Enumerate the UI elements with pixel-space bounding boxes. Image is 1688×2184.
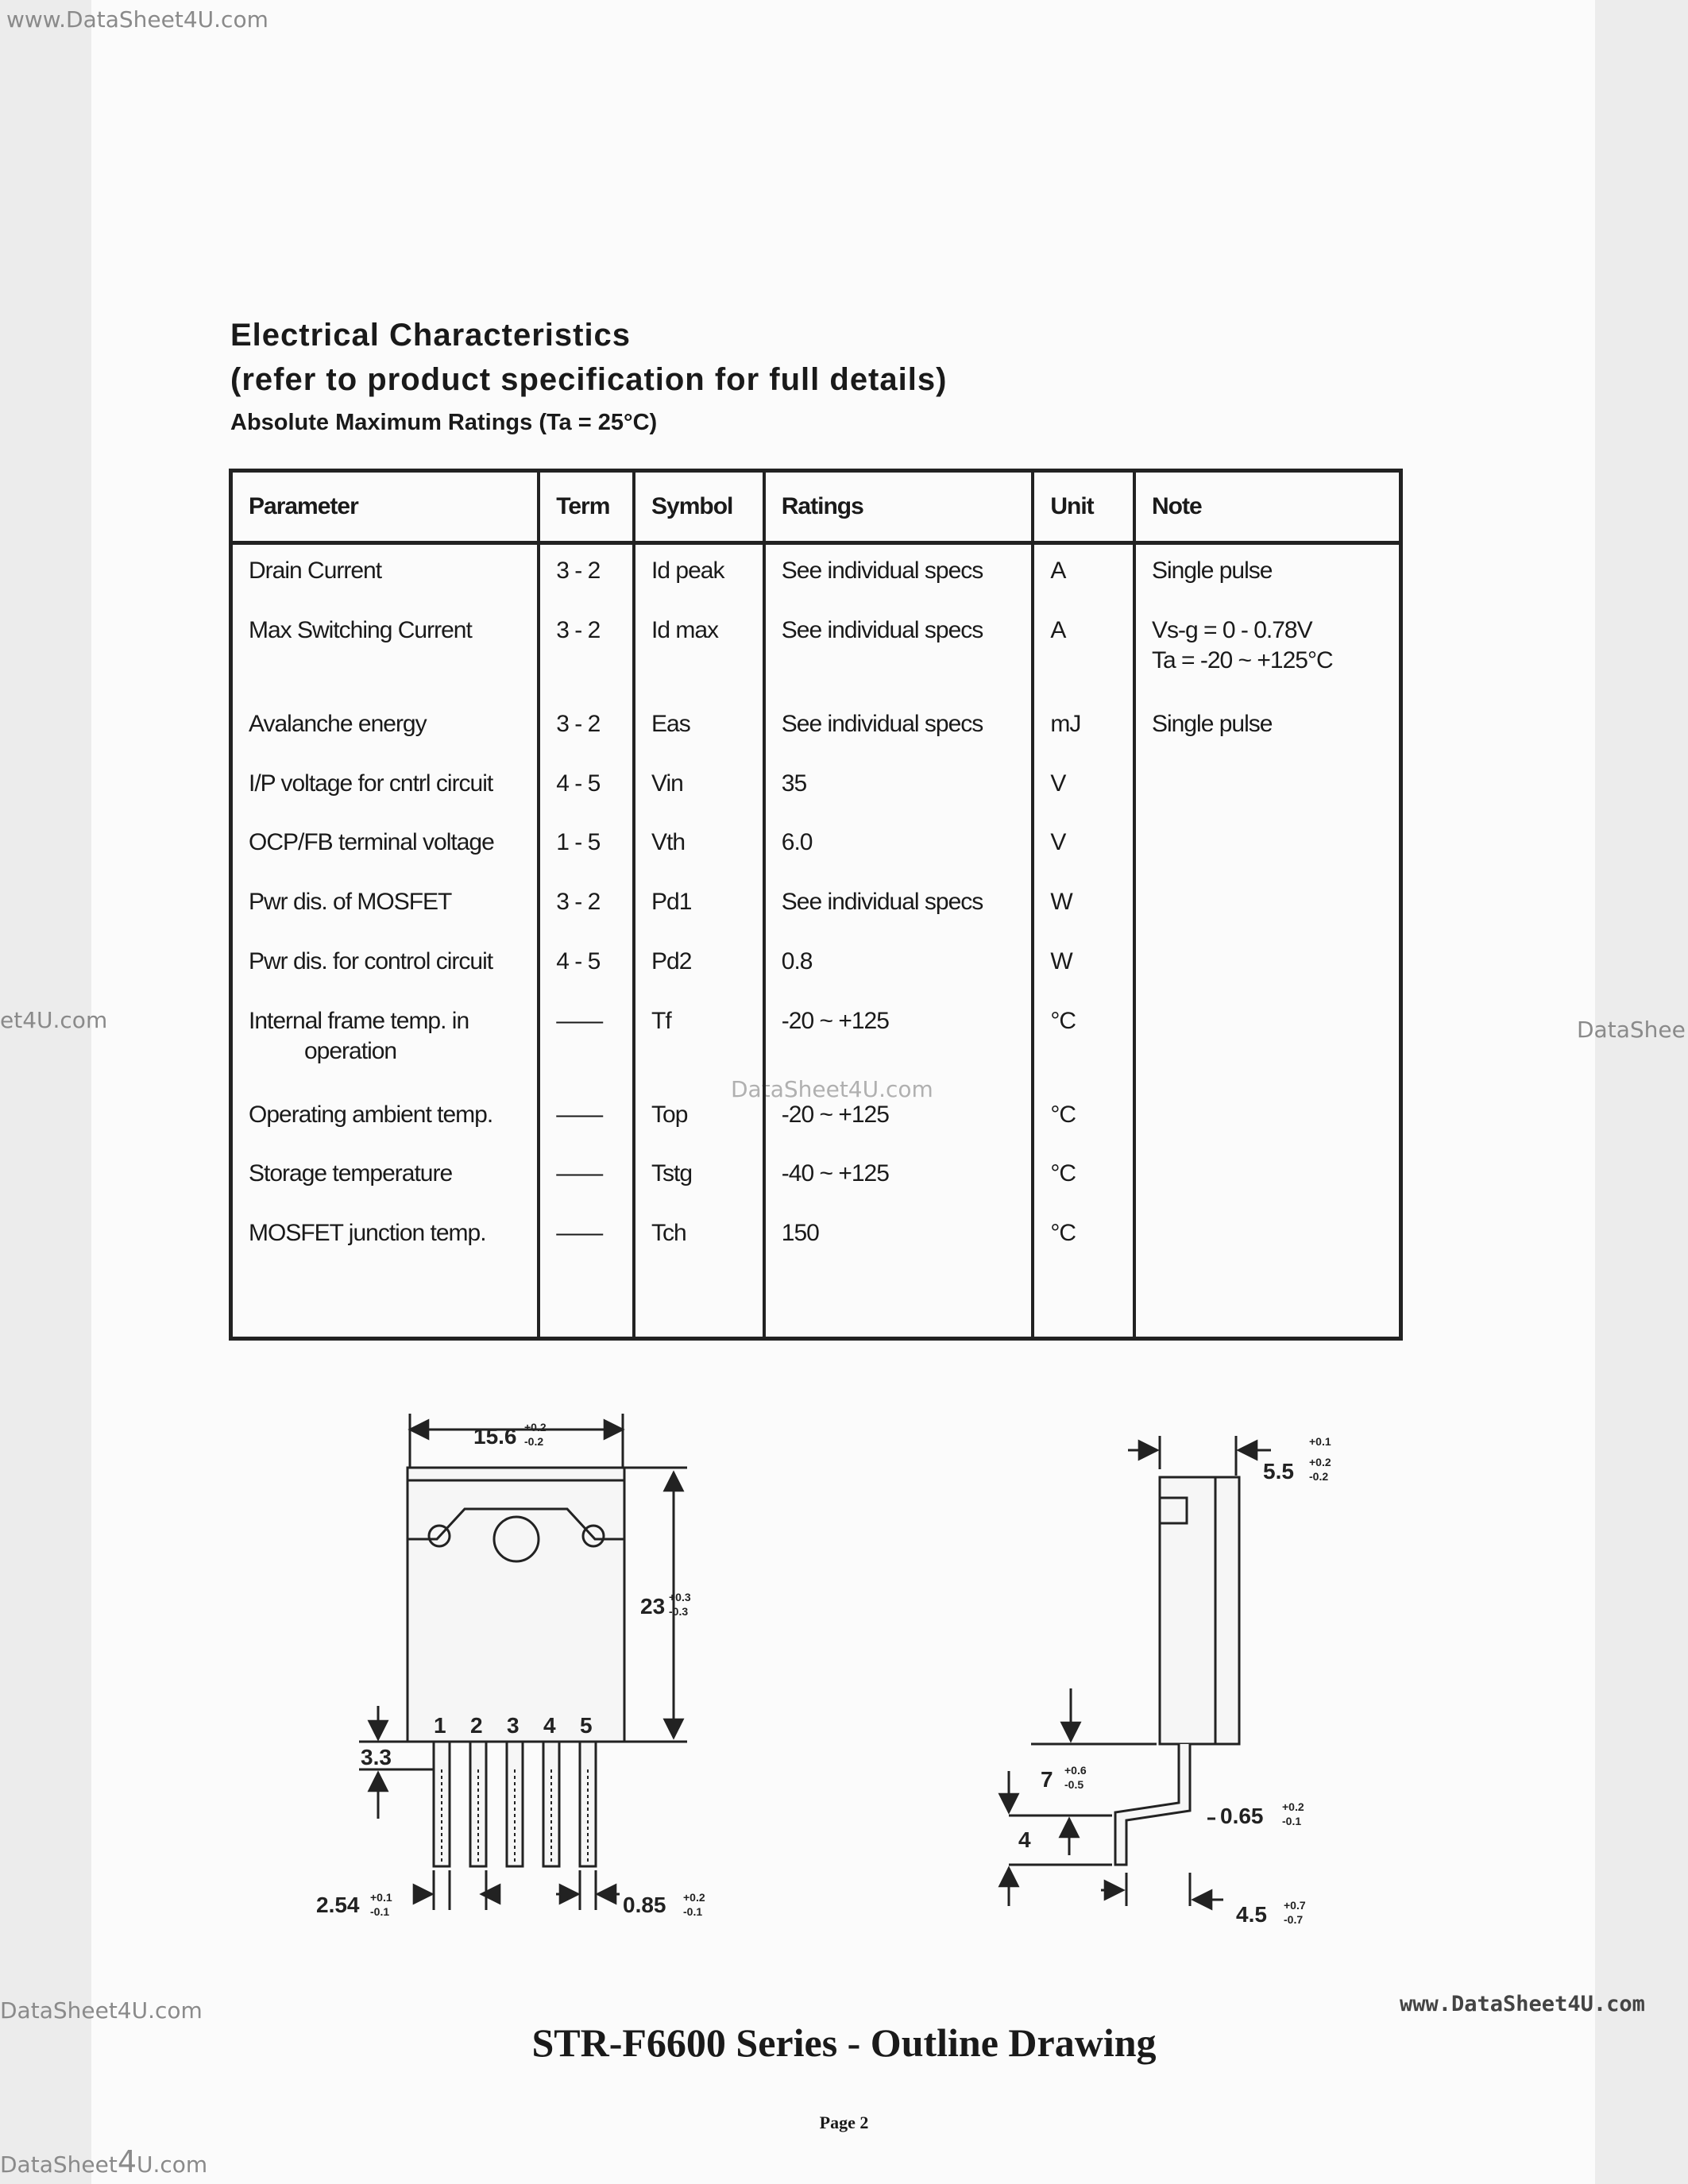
parameter-text: OCP/FB terminal voltage: [249, 829, 494, 856]
cell-unit: V: [1033, 816, 1134, 876]
front-view: [359, 1414, 687, 1910]
pin-label-1: 1: [434, 1713, 446, 1738]
pin-label-3: 3: [507, 1713, 520, 1738]
pin-leads: [434, 1742, 596, 1866]
watermark-left-mid: et4U.com: [0, 1007, 108, 1033]
cell-unit: W: [1033, 876, 1134, 936]
cell-ratings: 0.8: [764, 936, 1033, 995]
cell-symbol: Vin: [634, 758, 764, 817]
bend-dim: 7: [1041, 1767, 1053, 1792]
cell-term: 3 - 2: [539, 698, 634, 758]
column-header-symbol: Symbol: [634, 471, 764, 543]
cell-unit: W: [1033, 936, 1134, 995]
pitch-dim: 2.54: [316, 1893, 360, 1917]
cell-symbol: Top: [634, 1089, 764, 1148]
cell-term: 3 - 2: [539, 604, 634, 698]
note-text: Single pulse: [1151, 558, 1273, 584]
watermark-top-left: www.DataSheet4U.com: [6, 6, 268, 33]
note-text: Single pulse: [1151, 710, 1273, 737]
bend-tol-minus: -0.5: [1064, 1778, 1084, 1791]
thickness-tol-minus: -0.2: [1309, 1470, 1329, 1483]
cell-term: ——: [539, 995, 634, 1089]
watermark-bottom-big: 4: [117, 2144, 137, 2179]
cell-ratings: 150: [764, 1207, 1033, 1267]
parameter-text: Operating ambient temp.: [249, 1101, 493, 1128]
cell-unit: °C: [1033, 995, 1134, 1089]
pitch-tol-minus: -0.1: [370, 1905, 390, 1918]
cell-unit: A: [1033, 604, 1134, 698]
cell-symbol: Tstg: [634, 1148, 764, 1207]
parameter-text: Storage temperature: [249, 1160, 453, 1187]
column-header-unit: Unit: [1033, 471, 1134, 543]
section-title-note: (refer to product specification for full details): [230, 362, 948, 397]
lead-thk-tol-plus: +0.2: [1282, 1800, 1304, 1813]
parameter-text: Pwr dis. for control circuit: [249, 948, 493, 974]
cell-symbol: Id max: [634, 604, 764, 698]
thickness-dim: 5.5: [1263, 1459, 1294, 1484]
thickness-tol-plus: +0.2: [1309, 1456, 1331, 1468]
height-tol-plus: +0.3: [669, 1591, 691, 1603]
pin-label-4: 4: [543, 1713, 556, 1738]
cell-term: 3 - 2: [539, 543, 634, 605]
cell-symbol: Eas: [634, 698, 764, 758]
pitch2-tol-minus: -0.7: [1284, 1913, 1304, 1926]
width-tol-minus: -0.2: [524, 1435, 544, 1448]
lead-width-dim: 0.85: [623, 1893, 666, 1917]
cell-term: ——: [539, 1089, 634, 1148]
parameter-text-cont: operation: [304, 1037, 397, 1064]
column-header-parameter: Parameter: [231, 471, 539, 543]
cell-ratings: See individual specs: [764, 698, 1033, 758]
top-mark: +0.1: [1309, 1435, 1331, 1448]
pitch2-tol-plus: +0.7: [1284, 1899, 1306, 1912]
side-view: [1009, 1436, 1271, 1906]
parameter-text: I/P voltage for cntrl circuit: [249, 770, 493, 797]
cell-unit: °C: [1033, 1207, 1134, 1267]
watermark-right-mid: DataShee: [1577, 1017, 1686, 1043]
lead-thk-dim: 0.65: [1220, 1804, 1264, 1828]
pitch2-dim: 4.5: [1236, 1902, 1267, 1927]
cell-term: ——: [539, 1207, 634, 1267]
cell-ratings: See individual specs: [764, 876, 1033, 936]
parameter-text: Pwr dis. of MOSFET: [249, 889, 452, 916]
cell-ratings: 35: [764, 758, 1033, 817]
parameter-text: MOSFET junction temp.: [249, 1220, 486, 1247]
column-header-ratings: Ratings: [764, 471, 1033, 543]
cell-term: 1 - 5: [539, 816, 634, 876]
cell-symbol: Tch: [634, 1207, 764, 1267]
watermark-left-low: DataSheet4U.com: [0, 1997, 203, 2024]
height-dim: 23: [640, 1594, 666, 1619]
watermark-bottom-prefix: DataSheet: [0, 2151, 118, 2178]
cell-term: 3 - 2: [539, 876, 634, 936]
pin-label-5: 5: [580, 1713, 593, 1738]
column-header-term: Term: [539, 471, 634, 543]
cell-unit: V: [1033, 758, 1134, 817]
column-header-note: Note: [1134, 471, 1401, 543]
lead-width-tol-plus: +0.2: [683, 1891, 705, 1904]
parameter-text: Drain Current: [249, 558, 382, 584]
lead-thk-tol-minus: -0.1: [1282, 1815, 1302, 1827]
cell-unit: °C: [1033, 1148, 1134, 1207]
bend-tol-plus: +0.6: [1064, 1764, 1087, 1777]
cell-unit: mJ: [1033, 698, 1134, 758]
cell-ratings: See individual specs: [764, 604, 1033, 698]
table-subtitle: Absolute Maximum Ratings (Ta = 25°C): [230, 410, 658, 435]
watermark-right-low: www.DataSheet4U.com: [1400, 1992, 1645, 2016]
cell-ratings: See individual specs: [764, 543, 1033, 605]
cell-term: 4 - 5: [539, 758, 634, 817]
lead-width-tol-minus: -0.1: [683, 1905, 703, 1918]
parameter-text: Avalanche energy: [249, 710, 427, 737]
cell-symbol: Pd1: [634, 876, 764, 936]
section-title: Electrical Characteristics: [230, 318, 632, 353]
width-tol-plus: +0.2: [524, 1421, 547, 1433]
height-tol-minus: -0.3: [669, 1605, 689, 1618]
cell-term: 4 - 5: [539, 936, 634, 995]
drawing-caption: STR-F6600 Series - Outline Drawing: [531, 2020, 1157, 2065]
parameter-text: Max Switching Current: [249, 617, 472, 644]
pin-label-2: 2: [470, 1713, 483, 1738]
cell-ratings: -20 ~ +125: [764, 1089, 1033, 1148]
cell-symbol: Id peak: [634, 543, 764, 605]
cell-ratings: -20 ~ +125: [764, 995, 1033, 1089]
cell-symbol: Tf: [634, 995, 764, 1089]
note-text: Vs-g = 0 - 0.78V: [1151, 617, 1312, 644]
parameter-text: Internal frame temp. in: [249, 1007, 469, 1034]
cell-symbol: Vth: [634, 816, 764, 876]
watermark-bottom-suffix: U.com: [137, 2151, 208, 2178]
cell-unit: A: [1033, 543, 1134, 605]
pitch-tol-plus: +0.1: [370, 1891, 392, 1904]
lead-dim: 3.3: [361, 1745, 392, 1769]
offset-dim: 4: [1018, 1827, 1031, 1852]
note-text-cont: Ta = -20 ~ +125°C: [1151, 647, 1333, 674]
cell-ratings: 6.0: [764, 816, 1033, 876]
watermark-center: DataSheet4U.com: [731, 1076, 933, 1102]
cell-unit: °C: [1033, 1089, 1134, 1148]
cell-term: ——: [539, 1148, 634, 1207]
page-number: Page 2: [819, 2113, 869, 2132]
width-dim: 15.6: [473, 1424, 517, 1449]
cell-ratings: -40 ~ +125: [764, 1148, 1033, 1207]
cell-symbol: Pd2: [634, 936, 764, 995]
